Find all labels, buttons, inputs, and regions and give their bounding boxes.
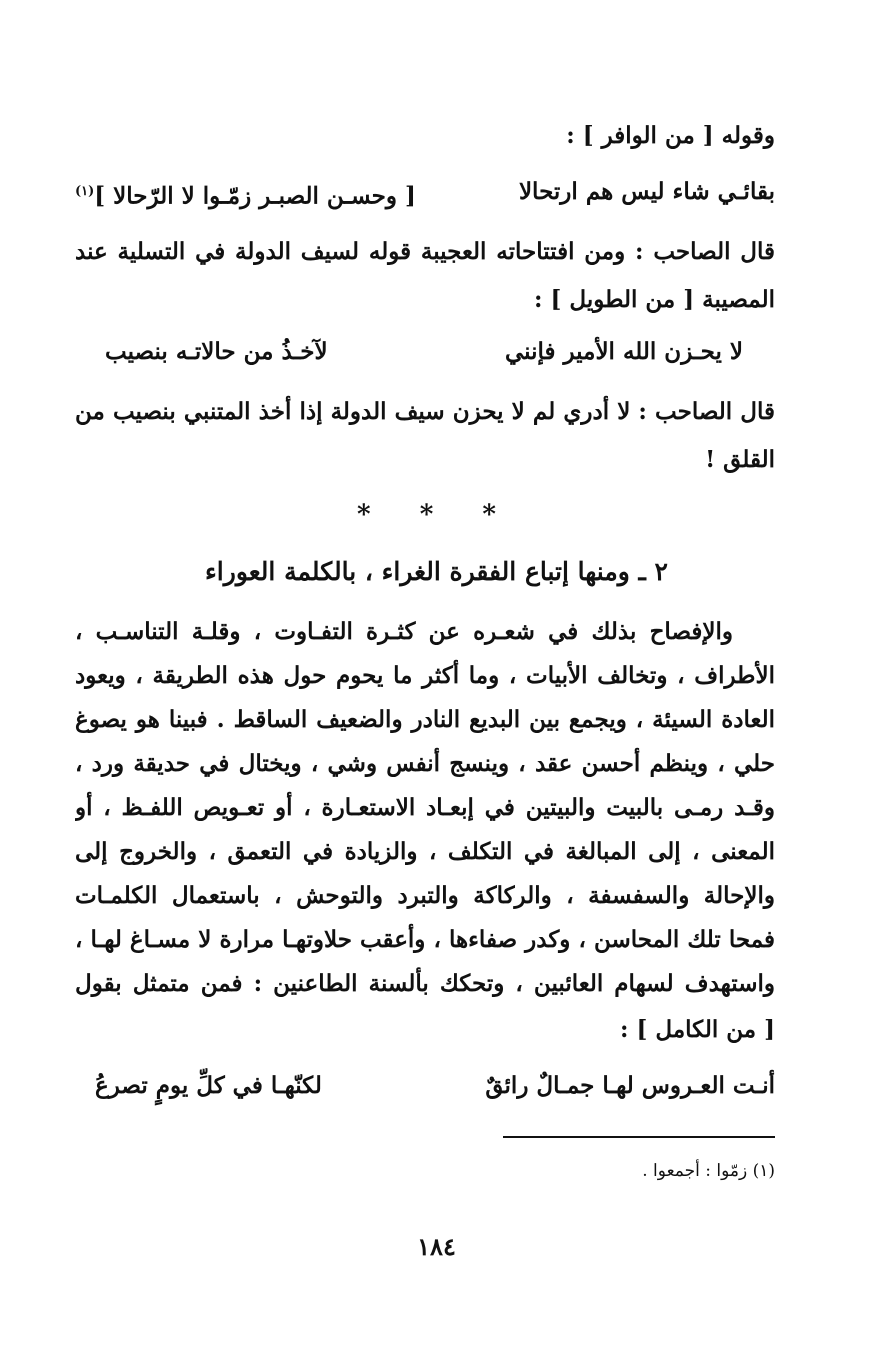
section-separator: * * *: [357, 500, 516, 530]
verse-3: [95, 1066, 775, 1106]
footnote-marker: (١): [75, 184, 95, 199]
paragraph-3-line-3: العادة السيئة ، ويجمع بين البديع النادر والضعيف الساقط . فبينا هو يصوغ: [75, 706, 775, 733]
paragraph-3-line-2: الأطراف ، وتخالف الأبيات ، وما أكثر ما يحوم حول هذه الطريقة ، ويعود: [75, 662, 775, 689]
section-heading: ٢ ـ ومنها إتباع الفقرة الغراء ، بالكلمة العوراء: [205, 557, 668, 586]
footnote-divider: [503, 1136, 775, 1138]
paragraph-2-line-2: القلق !: [705, 446, 775, 473]
verse-2-second-half: لآخـذُ من حالاتـه بنصيب: [105, 338, 328, 365]
paragraph-3-line-1: والإفصاح بذلك في شعـره عن كثـرة التفـاوت ، وقلـة التناسـب ،: [75, 618, 733, 645]
footnote-text: (١) زمّوا : أجمعوا .: [642, 1161, 775, 1181]
paragraph-3-line-9: واستهدف لسهام العائبين ، وتحكك بألسنة الطاعنين : فمن متمثل بقول: [75, 970, 775, 997]
paragraph-3-line-7: والإحالة والسفسفة ، والركاكة والتبرد والتوحش ، باستعمال الكلمـات: [75, 882, 775, 909]
verse-1-second-half: [75, 172, 416, 212]
paragraph-3-line-4: حلي ، وينظم أحسن عقد ، وينسج أنفس وشي ، ويختال في حديقة ورد ،: [75, 750, 775, 777]
paragraph-3-line-6: المعنى ، إلى المبالغة في التكلف ، والزيادة في التعمق ، والخروج إلى: [75, 838, 775, 865]
verse-1-first-half: بقائـي شاء ليس هم ارتحالا: [518, 178, 775, 205]
paragraph-1-line-2: المصيبة [ من الطويل ] :: [534, 286, 775, 313]
paragraph-2-line-1: قال الصاحب : لا أدري لم لا يحزن سيف الدولة إذا أخذ المتنبي بنصيب من: [75, 398, 775, 425]
paragraph-3-line-10: [ من الكامل ] :: [620, 1016, 775, 1043]
verse-3-first-half: أنـت العـروس لهـا جمـالٌ رائقٌ: [485, 1072, 775, 1099]
paragraph-1-line-1: قال الصاحب : ومن افتتاحاته العجيبة قوله لسيف الدولة في التسلية عند: [75, 238, 775, 265]
verse-2-first-half: لا يحـزن الله الأمير فإنني: [504, 338, 743, 365]
paragraph-3-line-5: وقـد رمـى بالبيت والبيتين في إبعـاد الاستعـارة ، أو تعـويص اللفـظ ، أو: [75, 794, 775, 821]
intro-line: وقوله [ من الوافر ] :: [566, 122, 775, 149]
page-number: ١٨٤: [417, 1232, 456, 1261]
verse-1: [75, 172, 775, 212]
verse-2: [105, 332, 743, 372]
verse-1-second-half-text: [ وحسـن الصبـر زمّـوا لا الرّحالا ]: [94, 182, 416, 210]
verse-3-second-half: لكنّهـا في كلِّ يومٍ تصرعُ: [95, 1072, 322, 1099]
paragraph-3-line-8: فمحا تلك المحاسن ، وكدر صفاءها ، وأعقب حلاوتهـا مرارة لا مسـاغ لهـا ،: [75, 926, 775, 953]
